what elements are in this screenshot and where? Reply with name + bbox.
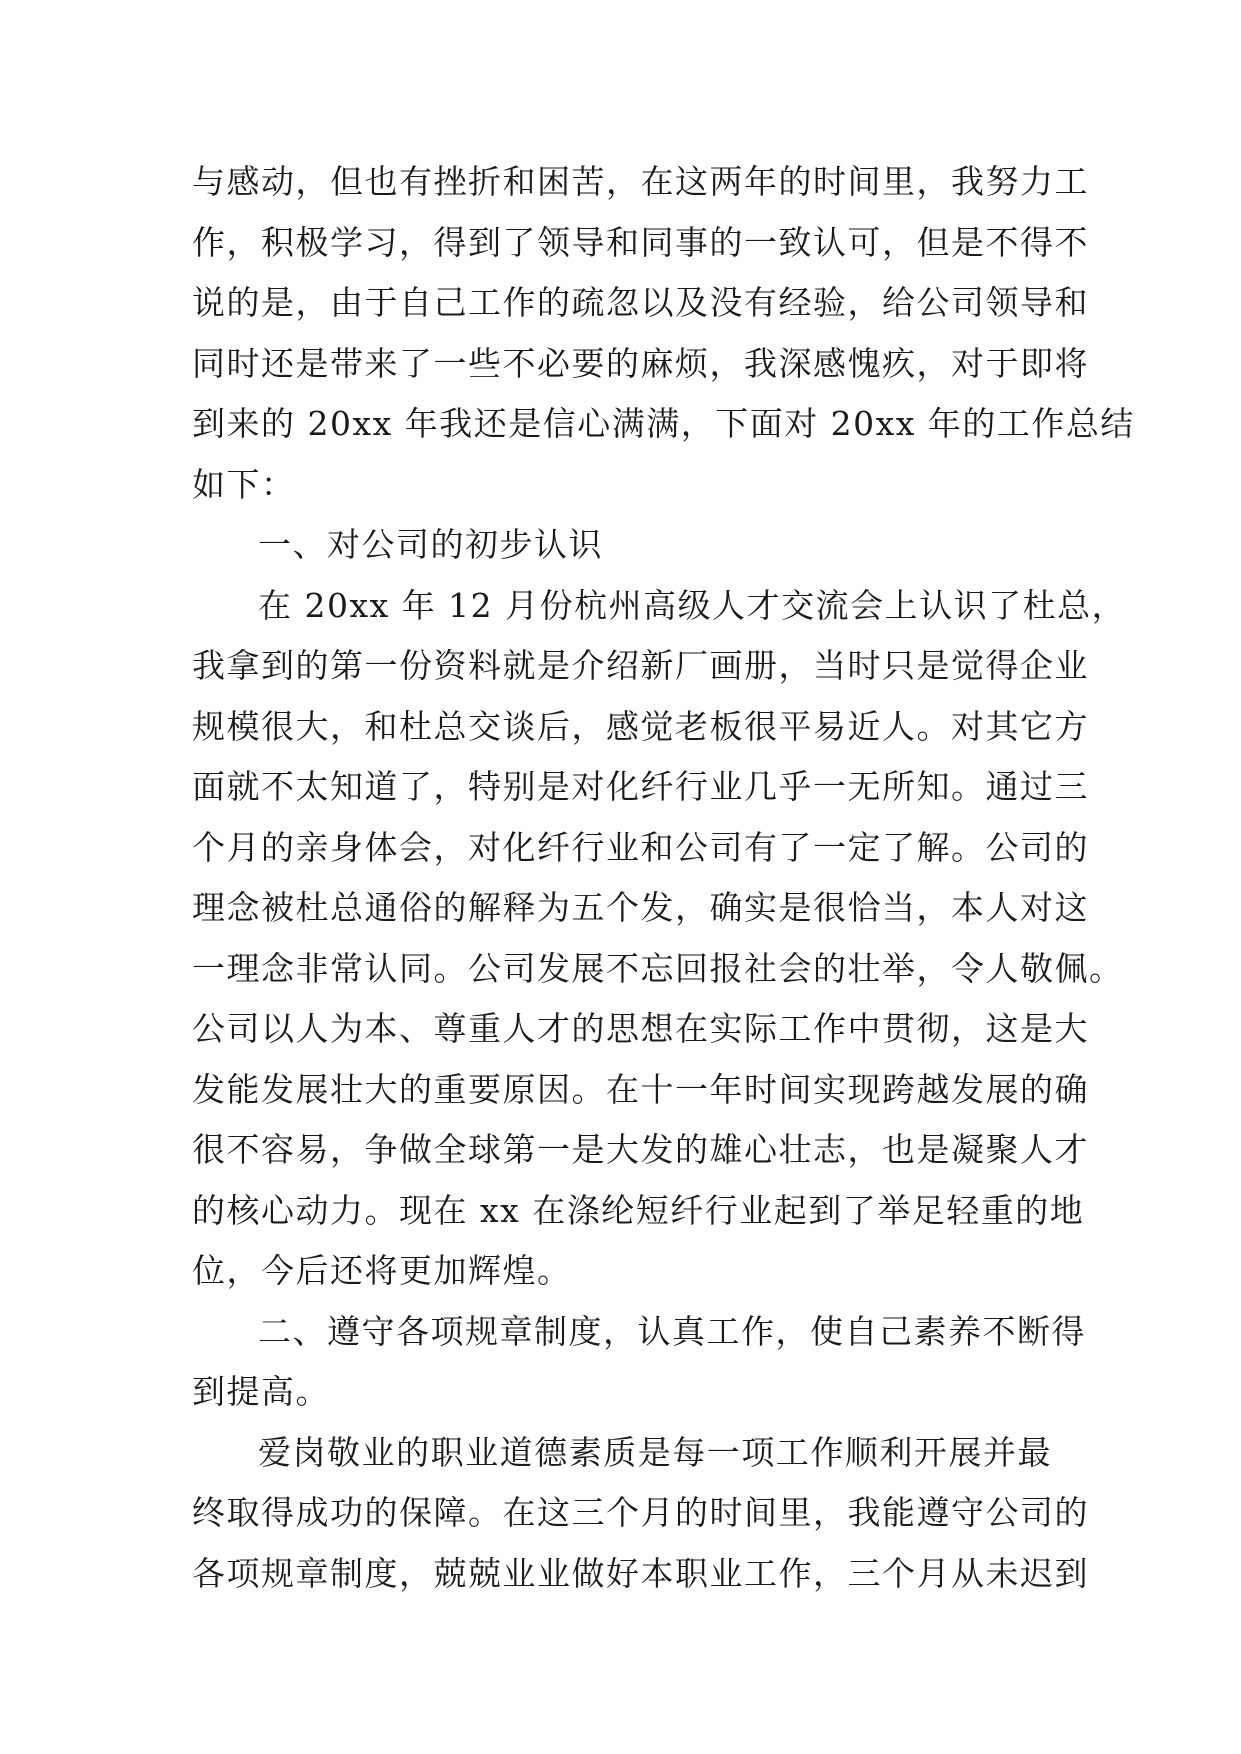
document-body [192, 152, 1135, 1604]
text-line: 与感动，但也有挫折和困苦，在这两年的时间里，我努力工 [192, 162, 1089, 201]
text-line: 位，今后还将更加辉煌。 [192, 1251, 572, 1290]
text-line: 到来的 20xx 年我还是信心满满，下面对 20xx 年的工作总结 [192, 404, 1135, 443]
text-line: 如下： [192, 464, 296, 504]
text-line: 规模很大，和杜总交谈后，感觉老板很平易近人。对其它方 [192, 706, 1089, 746]
text-line: 一、对公司的初步认识 [258, 525, 603, 564]
text-line: 发能发展壮大的重要原因。在十一年时间实现跨越发展的确 [192, 1069, 1089, 1109]
text-line: 爱岗敬业的职业道德素质是每一项工作顺利开展并最 [258, 1432, 1052, 1472]
text-line: 各项规章制度，兢兢业业做好本职业工作，三个月从未迟到 [192, 1553, 1089, 1593]
text-line: 同时还是带来了一些不必要的麻烦，我深感愧疚，对于即将 [192, 343, 1089, 383]
text-line: 很不容易，争做全球第一是大发的雄心壮志，也是凝聚人才 [192, 1130, 1089, 1169]
text-line: 到提高。 [192, 1372, 330, 1411]
text-line: 理念被杜总通俗的解释为五个发，确实是很恰当，本人对这 [192, 888, 1089, 927]
text-line: 二、遵守各项规章制度，认真工作，使自己素养不断得 [258, 1311, 1086, 1351]
text-line: 公司以人为本、尊重人才的思想在实际工作中贯彻，这是大 [192, 1009, 1089, 1048]
text-line: 一理念非常认同。公司发展不忘回报社会的壮举，令人敬佩。 [192, 948, 1124, 988]
text-line: 的核心动力。现在 xx 在涤纶短纤行业起到了举足轻重的地 [192, 1190, 1085, 1230]
text-line: 终取得成功的保障。在这三个月的时间里，我能遵守公司的 [192, 1493, 1089, 1532]
text-line: 个月的亲身体会，对化纤行业和公司有了一定了解。公司的 [192, 827, 1089, 867]
text-line: 作，积极学习，得到了领导和同事的一致认可，但是不得不 [192, 222, 1089, 262]
text-line: 在 20xx 年 12 月份杭州高级人才交流会上认识了杜总， [258, 585, 1127, 625]
text-line: 面就不太知道了，特别是对化纤行业几乎一无所知。通过三 [192, 767, 1089, 806]
text-line: 说的是，由于自己工作的疏忽以及没有经验，给公司领导和 [192, 283, 1089, 322]
text-line: 我拿到的第一份资料就是介绍新厂画册，当时只是觉得企业 [192, 646, 1089, 685]
